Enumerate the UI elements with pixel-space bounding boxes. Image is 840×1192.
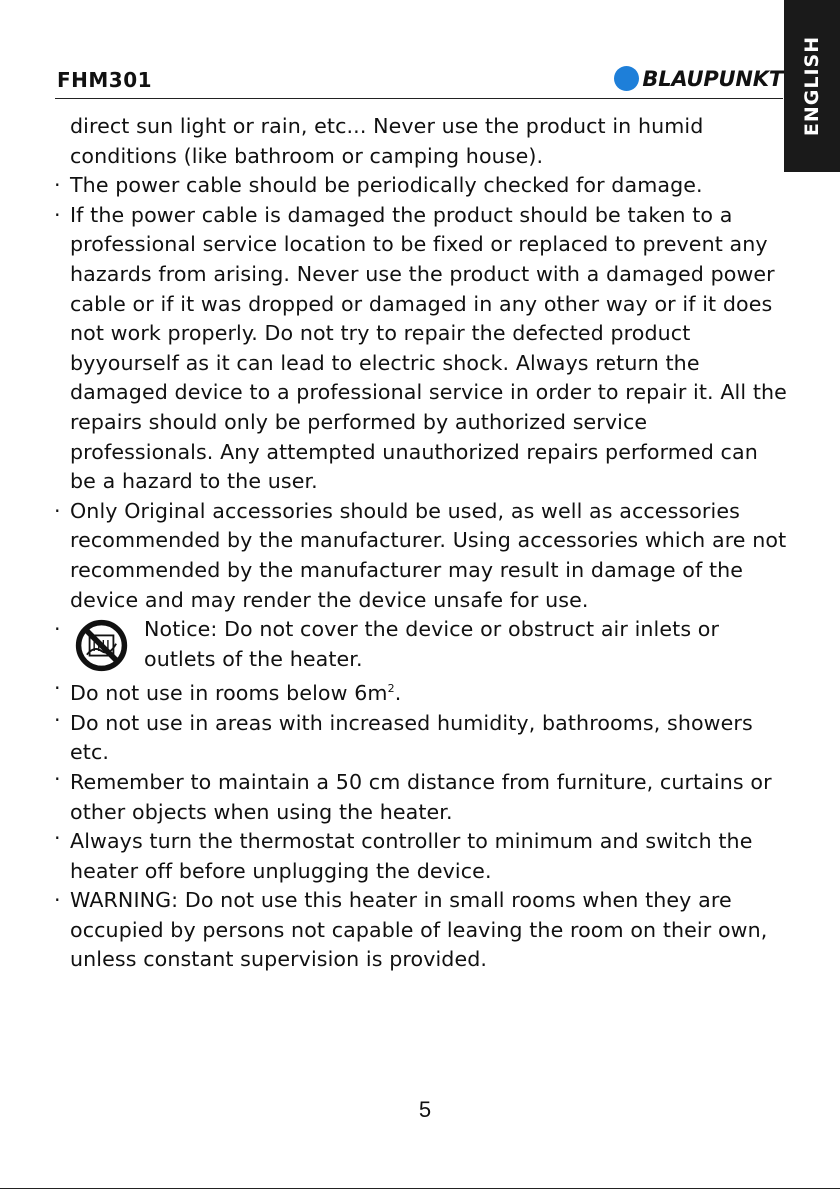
bullet: · bbox=[54, 888, 61, 913]
bullet: · bbox=[54, 617, 61, 642]
paragraph-text: direct sun light or rain, etc... Never use the product in humid conditions (like bathroom or camping house). bbox=[70, 114, 704, 168]
brand-name: BLAUPUNKT bbox=[642, 66, 783, 91]
safety-instructions bbox=[54, 112, 789, 975]
list-item bbox=[54, 171, 789, 201]
list-item-text: Remember to maintain a 50 cm distance from furniture, curtains or other objects when using the heater. bbox=[70, 769, 772, 824]
language-tab bbox=[784, 0, 840, 172]
list-item bbox=[54, 827, 789, 886]
list-item: · Do not use in rooms below $6m^2$. bbox=[54, 676, 402, 706]
notice-item bbox=[54, 615, 789, 674]
bullet: · bbox=[54, 676, 61, 701]
bullet: · bbox=[54, 498, 61, 523]
list-item-text: Only Original accessories should be used, as well as accessories recommended by the manufacturer. Using accessories which are not recommended by the manufacturer may result in damage of the device and may render the device unsafe for use. bbox=[70, 498, 787, 612]
list-item bbox=[54, 201, 789, 497]
list-item-text: The power cable should be periodically checked for damage. bbox=[70, 173, 703, 198]
footer-divider bbox=[0, 1188, 840, 1189]
list-item-text: Do not use in rooms below 6 bbox=[70, 681, 368, 706]
unit-text: m bbox=[367, 681, 388, 706]
bullet: · bbox=[54, 766, 61, 791]
list-item bbox=[54, 497, 789, 615]
list-item-text: WARNING: Do not use this heater in small rooms when they are occupied by persons not capable of leaving the room on their own, unless constant supervision is provided. bbox=[70, 888, 768, 972]
paragraph-continued bbox=[54, 112, 789, 171]
bullet: · bbox=[54, 173, 61, 198]
list-item-text: Do not use in areas with increased humidity, bathrooms, showers etc. bbox=[70, 710, 753, 765]
bullet: · bbox=[54, 826, 61, 851]
model-number: FHM301 bbox=[57, 68, 153, 92]
brand-dot-icon bbox=[614, 66, 639, 91]
language-tab-label: ENGLISH bbox=[801, 35, 823, 137]
list-item-text: Always turn the thermostat controller to minimum and switch the heater off before unplugging the device. bbox=[70, 829, 753, 883]
unit-superscript: 2 bbox=[387, 682, 395, 696]
brand-logo bbox=[614, 66, 783, 91]
do-not-cover-icon bbox=[74, 618, 129, 673]
list-item bbox=[54, 886, 789, 975]
bullet: · bbox=[54, 707, 61, 732]
list-item bbox=[54, 709, 789, 768]
bullet: · bbox=[54, 202, 61, 227]
notice-text: Notice: Do not cover the device or obstruct air inlets or outlets of the heater. bbox=[144, 617, 720, 671]
page-number: 5 bbox=[418, 1097, 432, 1122]
list-item-text: If the power cable is damaged the product should be taken to a professional service location to be fixed or replaced to prevent any hazards from arising. Never use the product with a damaged power cable or if it was dropped or damaged in any other way or if it does not work properly. Do not try to repair the defected product byyourself as it can lead to electric shock. Always return the damaged device to a professional service in order to repair it. All the repairs should only be performed by authorized service professionals. Any attempted unauthorized repairs performed can be a hazard to the user. bbox=[70, 202, 787, 494]
list-item bbox=[54, 768, 789, 827]
page-header bbox=[55, 66, 783, 99]
